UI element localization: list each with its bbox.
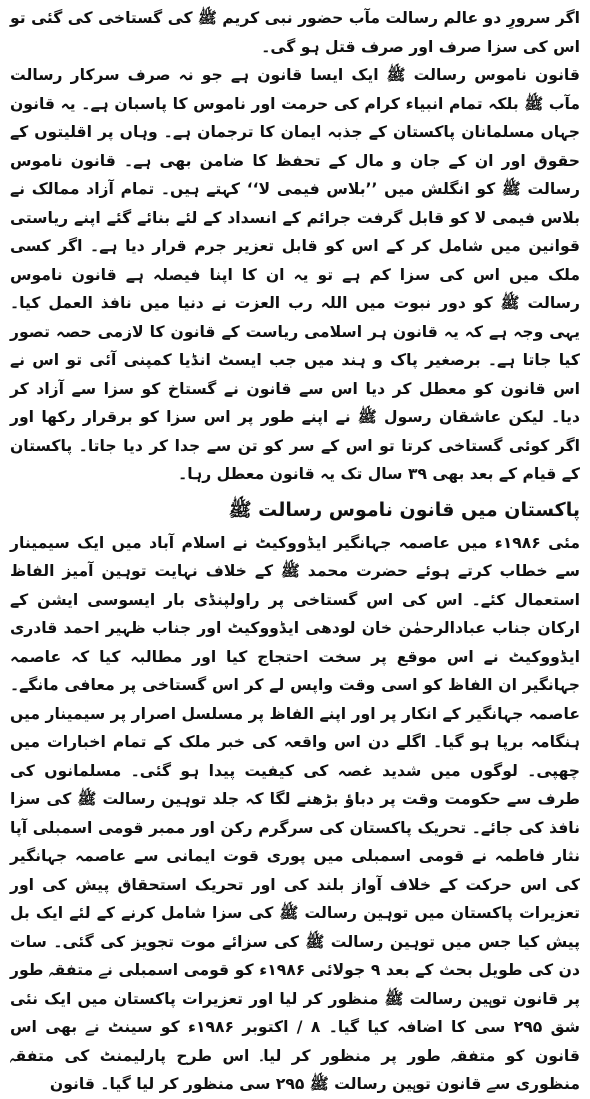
paragraph-pakistan-history: مئی ۱۹۸۶ء میں عاصمہ جہانگیر ایڈووکیٹ نے اسلام آباد میں ایک سیمینار سے خطاب کرتے ہوئے حضرت محمد ﷺ کے خلاف نہایت توہین آمیز الفاظ استعمال کئے۔ اس کی اس گستاخی پر راولپنڈی بار ایسوسی ایشن کے ارکان جناب عبادالرحمٰن خان لودھی ایڈووکیٹ اور جناب ظہیر احمد قادری ایڈووکیٹ نے اس موقع پر سخت احتجاج کیا اور مطالبہ کیا کہ عاصمہ جہانگیر ان الفاظ کو اسی وقت واپس لے کر اس گستاخی پر معافی مانگے۔ عاصمہ جہانگیر کے انکار پر اور اپنے الفاظ پر مسلسل اصرار پر سیمینار میں ہنگامہ برپا ہو گیا۔ اگلے دن اس واقعہ کی خبر ملک کے تمام اخبارات میں چھپی۔ لوگوں میں شدید غصہ کی کیفیت پیدا ہو گئی۔ مسلمانوں کی طرف سے حکومت وقت پر دباؤ بڑھنے لگا کہ جلد توہین رسالت ﷺ کی سزا نافذ کی جائے۔ تحریک پاکستان کی سرگرم رکن اور ممبر قومی اسمبلی آپا نثار فاطمہ نے قومی اسمبلی میں پوری قوت ایمانی سے عاصمہ جہانگیر کی اس حرکت کے خلاف آواز بلند کی اور تحریک استحقاق پیش کی اور تعزیرات پاکستان میں توہین رسالت ﷺ کی سزا شامل کرنے کے لئے ایک بل پیش کیا جس میں توہین رسالت ﷺ کی سزائے موت تجویز کی گئی۔ سات دن کی طویل بحث کے بعد ۹ جولائی ۱۹۸۶ء کو قومی اسمبلی نے متفقہ طور پر قانون توہین رسالت ﷺ منظور کر لیا اور تعزیرات پاکستان میں ایک نئی شق ۲۹۵ سی کا اضافہ کیا گیا۔ ۸ / اکتوبر ۱۹۸۶ء کو سینٹ نے بھی اس قانون کو متفقہ طور پر منظور کر لیا۔ اس طرح پارلیمنٹ کی متفقہ منظوری سے قانون توہین رسالت ﷺ ۲۹۵ سی منظور کر لیا گیا۔ قانون — [9, 533, 581, 1093]
section-heading: پاکستان میں قانون ناموس رسالت ﷺ — [228, 498, 580, 521]
paragraph-blasphemy-law: قانون ناموس رسالت ﷺ ایک ایسا قانون ہے جو نہ صرف سرکار رسالت مآب ﷺ بلکہ تمام انبیاء کرام کی حرمت اور ناموس کا پاسبان ہے۔ یہ قانون جہاں مسلمانان پاکستان کے جذبہ ایمان کا ترجمان ہے۔ وہاں پر اقلیتوں کے حقوق اور ان کے جان و مال کے تحفظ کا ضامن بھی ہے۔ قانون ناموس رسالت ﷺ کو انگلش میں ’’بلاس فیمی لا‘‘ کہتے ہیں۔ تمام آزاد ممالک نے بلاس فیمی لا کو قابل گرفت جرائم کے انسداد کے لئے بنائے گئے اپنے ریاستی قوانین میں شامل کر کے اس کو قابل تعزیر جرم قرار دیا ہے۔ اگر کسی ملک میں اس کی سزا کم ہے تو یہ ان کا اپنا فیصلہ ہے قانون ناموس رسالت ﷺ کو دور نبوت میں اللہ رب العزت نے دنیا میں نافذ العمل کیا۔ یہی وجہ ہے کہ یہ قانون ہر اسلامی ریاست کے قانون کا لازمی حصہ تصور کیا جاتا ہے۔ برصغیر پاک و ہند میں جب ایسٹ انڈیا کمپنی آئی تو اس نے اس قانون کو معطل کر دیا اس سے قانون نے گستاخ کو سزا سے آزاد کر دیا۔ لیکن عاشقان رسول ﷺ نے اپنے طور پر اس سزا کو برقرار رکھا اور اگر کوئی گستاخی کرتا تو اس کے سر کو تن سے جدا کر دیا جاتا۔ پاکستان کے قیام کے بعد بھی ۳۹ سال تک یہ قانون معطل رہا۔ — [10, 66, 580, 483]
paragraph-intro: اگر سرورِ دو عالم رسالت مآب حضور نبی کریم ﷺ کی گستاخی کی گئی تو اس کی سزا صرف اور صرف قتل ہو گی۔ — [10, 9, 580, 56]
